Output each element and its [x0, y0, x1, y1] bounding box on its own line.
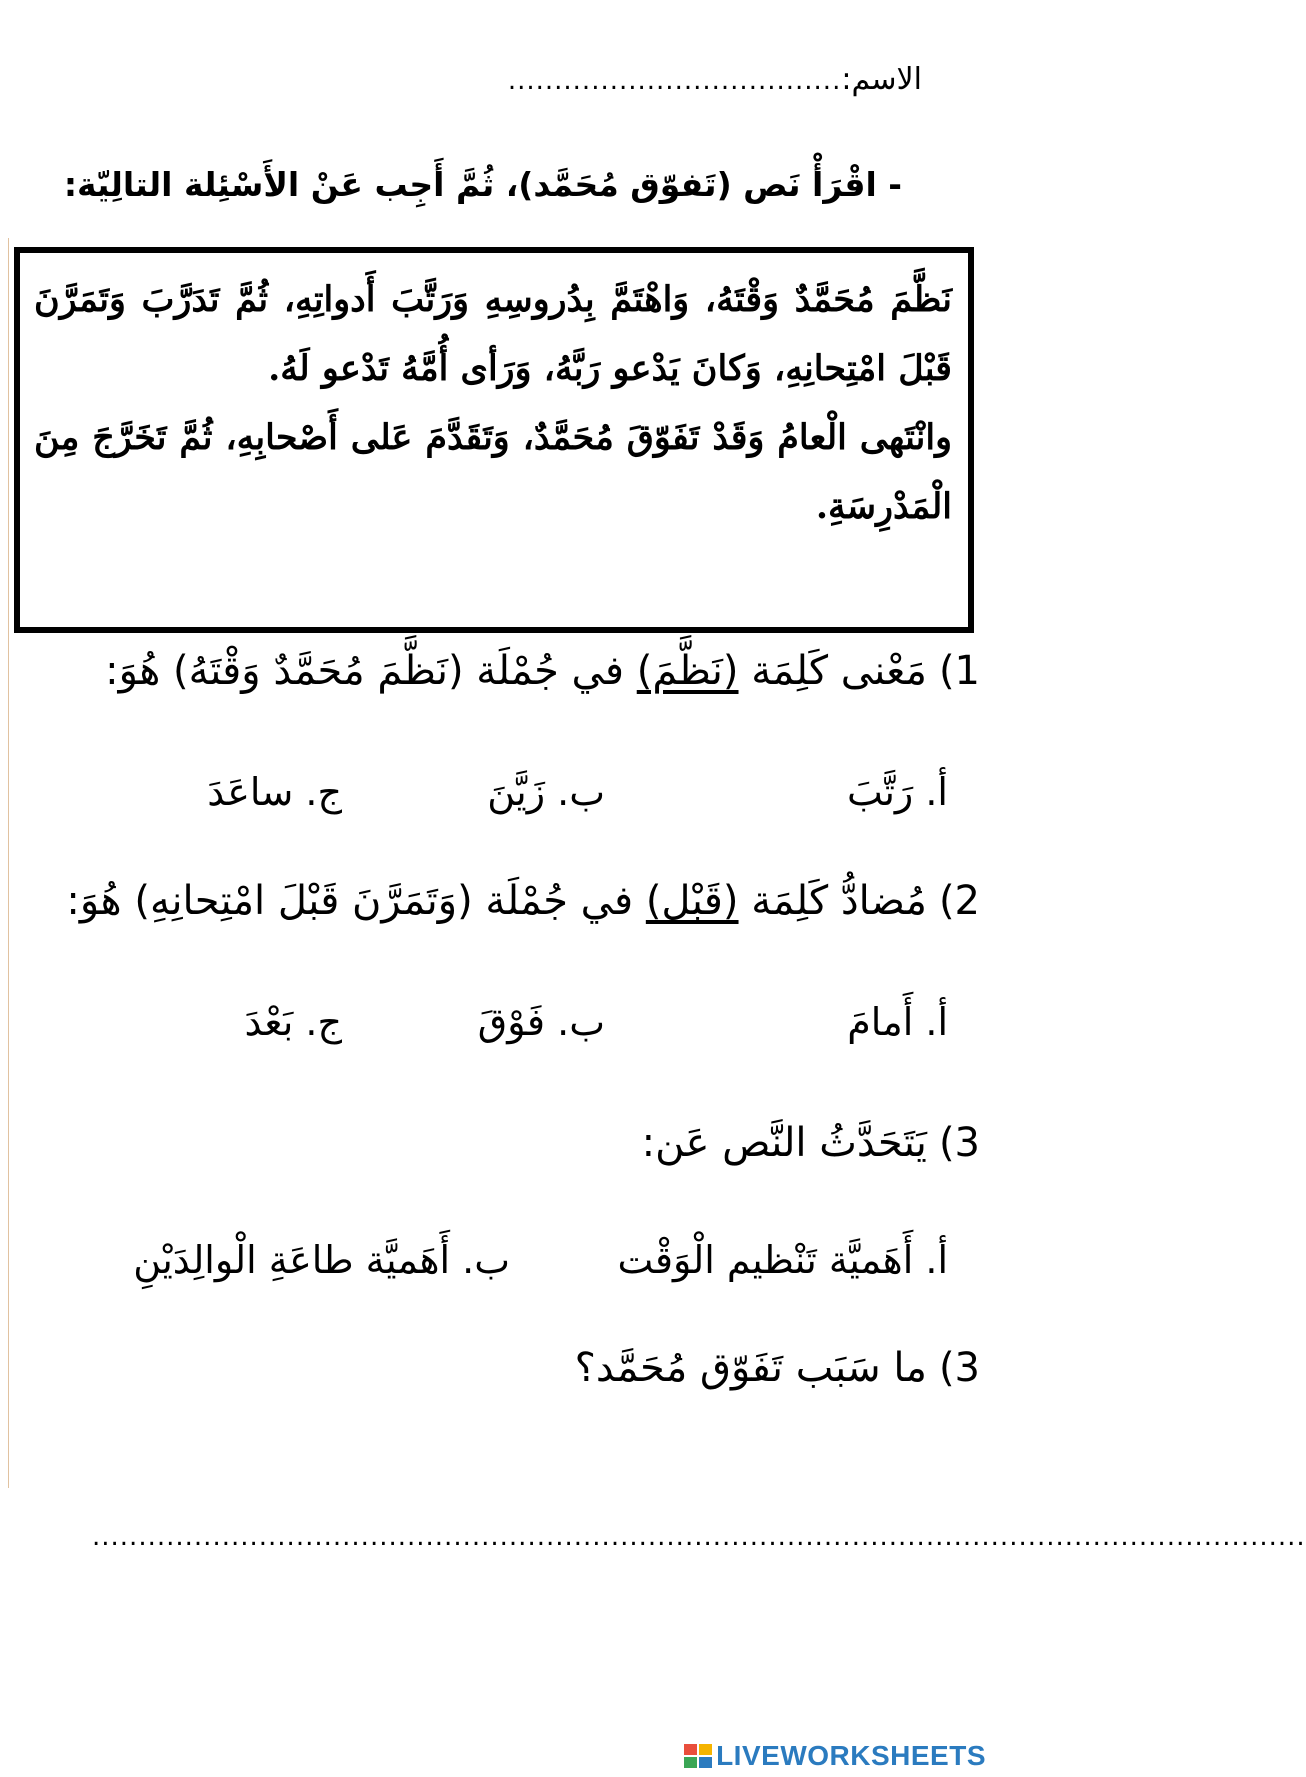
question-text: مَعْنى كَلِمَة	[751, 648, 927, 694]
answer-line[interactable]: ...................................................................................................................................	[92, 1522, 1306, 1552]
question-3	[642, 1120, 980, 1166]
question-number: 1)	[938, 648, 980, 694]
question-2	[66, 878, 980, 924]
question-2-options	[0, 1000, 1000, 1060]
question-number: 3)	[938, 1345, 980, 1391]
logo-square-yellow	[699, 1744, 712, 1755]
question-1-options	[0, 770, 1000, 830]
reading-passage	[14, 247, 974, 633]
question-text: في جُمْلَة (وَتَمَرَّنَ قَبْلَ امْتِحانِهِ) هُوَ:	[66, 878, 634, 924]
question-number: 3)	[938, 1120, 980, 1166]
underlined-word: (قَبْل)	[645, 878, 739, 924]
question-3-options	[0, 1238, 1000, 1298]
question-text: يَتَحَدَّثُ النَّص عَن:	[641, 1120, 927, 1166]
margin-rule	[8, 238, 9, 1488]
option-a[interactable]: أ. رَتَّبَ	[847, 770, 948, 814]
question-number: 2)	[938, 878, 980, 924]
option-a[interactable]: أ. أَهَميَّة تَنْظيم الْوَقْت	[617, 1238, 948, 1282]
logo-square-red	[684, 1744, 697, 1755]
question-text: في جُمْلَة (نَظَّمَ مُحَمَّدٌ وَقْتَهُ) هُوَ:	[105, 648, 625, 694]
question-text: ما سَبَب تَفَوّق مُحَمَّد؟	[574, 1345, 927, 1391]
logo-square-blue	[699, 1757, 712, 1768]
instruction-text: - اقْرَأْ نَص (تَفوّق مُحَمَّد)، ثُمَّ أَجِب عَنْ الأَسْئِلة التالِيّة:	[63, 165, 902, 204]
logo-square-green	[684, 1757, 697, 1768]
option-b[interactable]: ب. فَوْقَ	[477, 1000, 605, 1044]
question-text: مُضادُّ كَلِمَة	[751, 878, 927, 924]
underlined-word: (نَظَّمَ)	[636, 648, 739, 694]
option-b[interactable]: ب. أَهَميَّة طاعَةِ الْوالِدَيْنِ	[133, 1238, 510, 1282]
passage-paragraph-2: وانْتَهى الْعامُ وَقَدْ تَفَوّقَ مُحَمَّدٌ، وَتَقَدَّمَ عَلى أَصْحابِهِ، ثُمَّ تَخَرَّجَ مِنَ الْمَدْرِسَةِ.	[34, 417, 952, 527]
name-label: الاسم:	[841, 62, 922, 97]
liveworksheets-logo	[684, 1740, 986, 1772]
question-4	[575, 1345, 980, 1391]
question-1	[105, 648, 980, 694]
brand-name: LIVEWORKSHEETS	[716, 1740, 986, 1771]
option-c[interactable]: ج. ساعَدَ	[207, 770, 342, 814]
option-c[interactable]: ج. بَعْدَ	[244, 1000, 342, 1044]
name-row	[508, 62, 922, 97]
name-dots: ....................................	[507, 66, 842, 96]
option-a[interactable]: أ. أَمامَ	[847, 1000, 948, 1044]
passage-paragraph-1: نَظَّمَ مُحَمَّدٌ وَقْتَهُ، وَاهْتَمَّ بِدُروسِهِ وَرَتَّبَ أَدواتِهِ، ثُمَّ تَدَرَّبَ وَتَمَرَّنَ قَبْلَ امْتِحانِهِ، وَكانَ يَدْعو رَبَّهُ، وَرَأى أُمَّهُ تَدْعو لَهُ.	[34, 279, 952, 389]
logo-icon	[684, 1744, 712, 1768]
option-b[interactable]: ب. زَيَّنَ	[487, 770, 605, 814]
